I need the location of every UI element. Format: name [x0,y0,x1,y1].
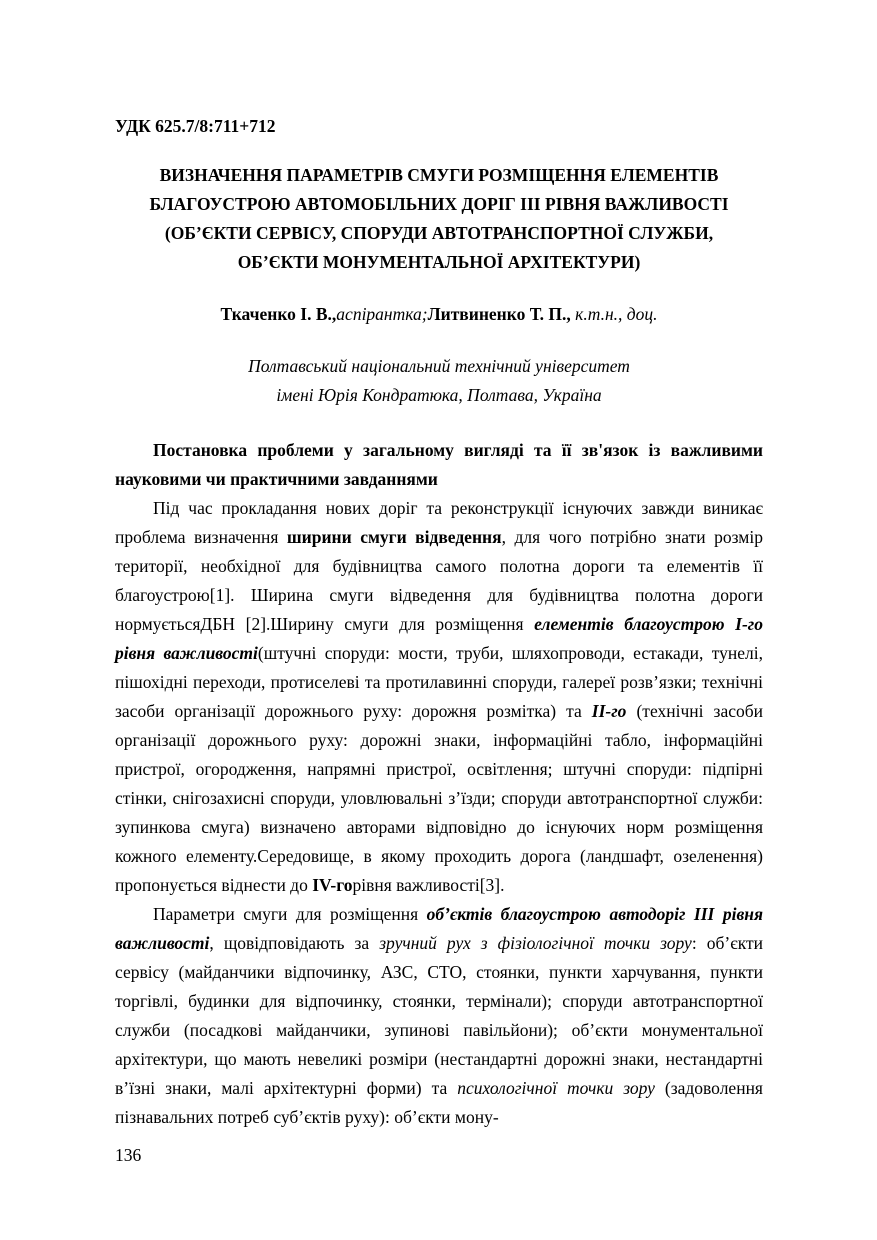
text-run: IV-го [312,875,353,895]
body-paragraph [115,494,763,900]
text-run: аспірантка; [336,304,428,324]
text-run: рівня важливості[3]. [352,875,505,895]
text-run: , для чого потрібно знати розмір території, необхідної для будівництва самого полотна дороги та елементів її благоустрою[1]. Ширина смуги відведення для будівництва полотна дороги нормуєтьсяДБН [2].Ширину смуги для розміщення [115,527,763,634]
body-paragraph [115,900,763,1132]
paper-title: ВИЗНАЧЕННЯ ПАРАМЕТРІВ СМУГИ РОЗМІЩЕННЯ ЕЛЕМЕНТІВ БЛАГОУСТРОЮ АВТОМОБІЛЬНИХ ДОРІГ ІІІ РІВНЯ ВАЖЛИВОСТІ (ОБ’ЄКТИ СЕРВІСУ, СПОРУДИ АВТОТРАНСПОРТНОЇ СЛУЖБИ, ОБ’ЄКТИ МОНУМЕНТАЛЬНОЇ АРХІТЕКТУРИ) [149,165,729,272]
section-heading [115,436,763,494]
text-run: елементів благоустрою І-го рівня важливості [115,614,763,663]
text-run: , щовідповідають за [209,933,380,953]
affiliation [115,352,763,410]
text-run: (технічні засоби організації дорожнього руху: дорожні знаки, інформаційні табло, інформаційні пристрої, огородження, напрямні пристрої, освітлення; штучні споруди: підпірні стінки, снігозахисні споруди, уловлювальні з’їзди; споруди автотранспортної служби: зупинкова смуга) визначено авторами відповідно до існуючих норм розміщення кожного елементу.Середовище, в якому проходить дорога (ландшафт, озеленення) пропонується віднести до [115,701,764,895]
affiliation-line-1: Полтавський національний технічний університет [248,356,630,376]
affiliation-line-2: імені Юрія Кондратюка, Полтава, Україна [276,385,602,405]
text-run: Параметри смуги для розміщення [153,904,427,924]
text-run: Ткаченко І. В., [220,304,337,324]
authors-line [115,300,763,329]
text-run: (штучні споруди: мости, труби, шляхопроводи, естакади, тунелі, пішохідні переходи, протиселеві та протилавинні споруди, галереї розв’язки; технічні засоби організації дорожнього руху: дорожня розмітка) та [115,643,763,721]
text-run: (задоволення пізнавальних потреб суб’єктів руху): об’єкти мону- [115,1078,763,1127]
text-run: к.т.н., доц. [570,304,658,324]
udc-code: УДК 625.7/8:711+712 [115,116,276,136]
article-body [115,436,763,1132]
text-run: ширини смуги відведення [286,527,502,547]
text-run: Литвиненко Т. П., [427,304,571,324]
text-run: психологічної точки зору [457,1078,655,1098]
page-number: 136 [115,1145,142,1165]
text-run: ІІ-го [591,701,627,721]
text-run: : об’єкти сервісу (майданчики відпочинку, АЗС, СТО, стоянки, пункти харчування, пункти торгівлі, будинки для відпочинку, стоянки, термінали); споруди автотранспортної служби (посадкові майданчики, зупинові павільйони); об’єкти монументальної архітектури, що мають невеликі розміри (нестандартні дорожні знаки, нестандартні в’їзні знаки, малі архітектурні форми) та [115,933,763,1098]
text-run: Постановка проблеми у загальному вигляді та її зв'язок із важливими науковими чи практичними завданнями [115,440,763,489]
text-run: Під час прокладання нових доріг та реконструкції існуючих завжди виникає проблема визначення [115,498,763,547]
text-run: зручний рух з фізіологічної точки зору [379,933,692,953]
text-run: об’єктів благоустрою автодоріг ІІІ рівня важливості [115,904,763,953]
